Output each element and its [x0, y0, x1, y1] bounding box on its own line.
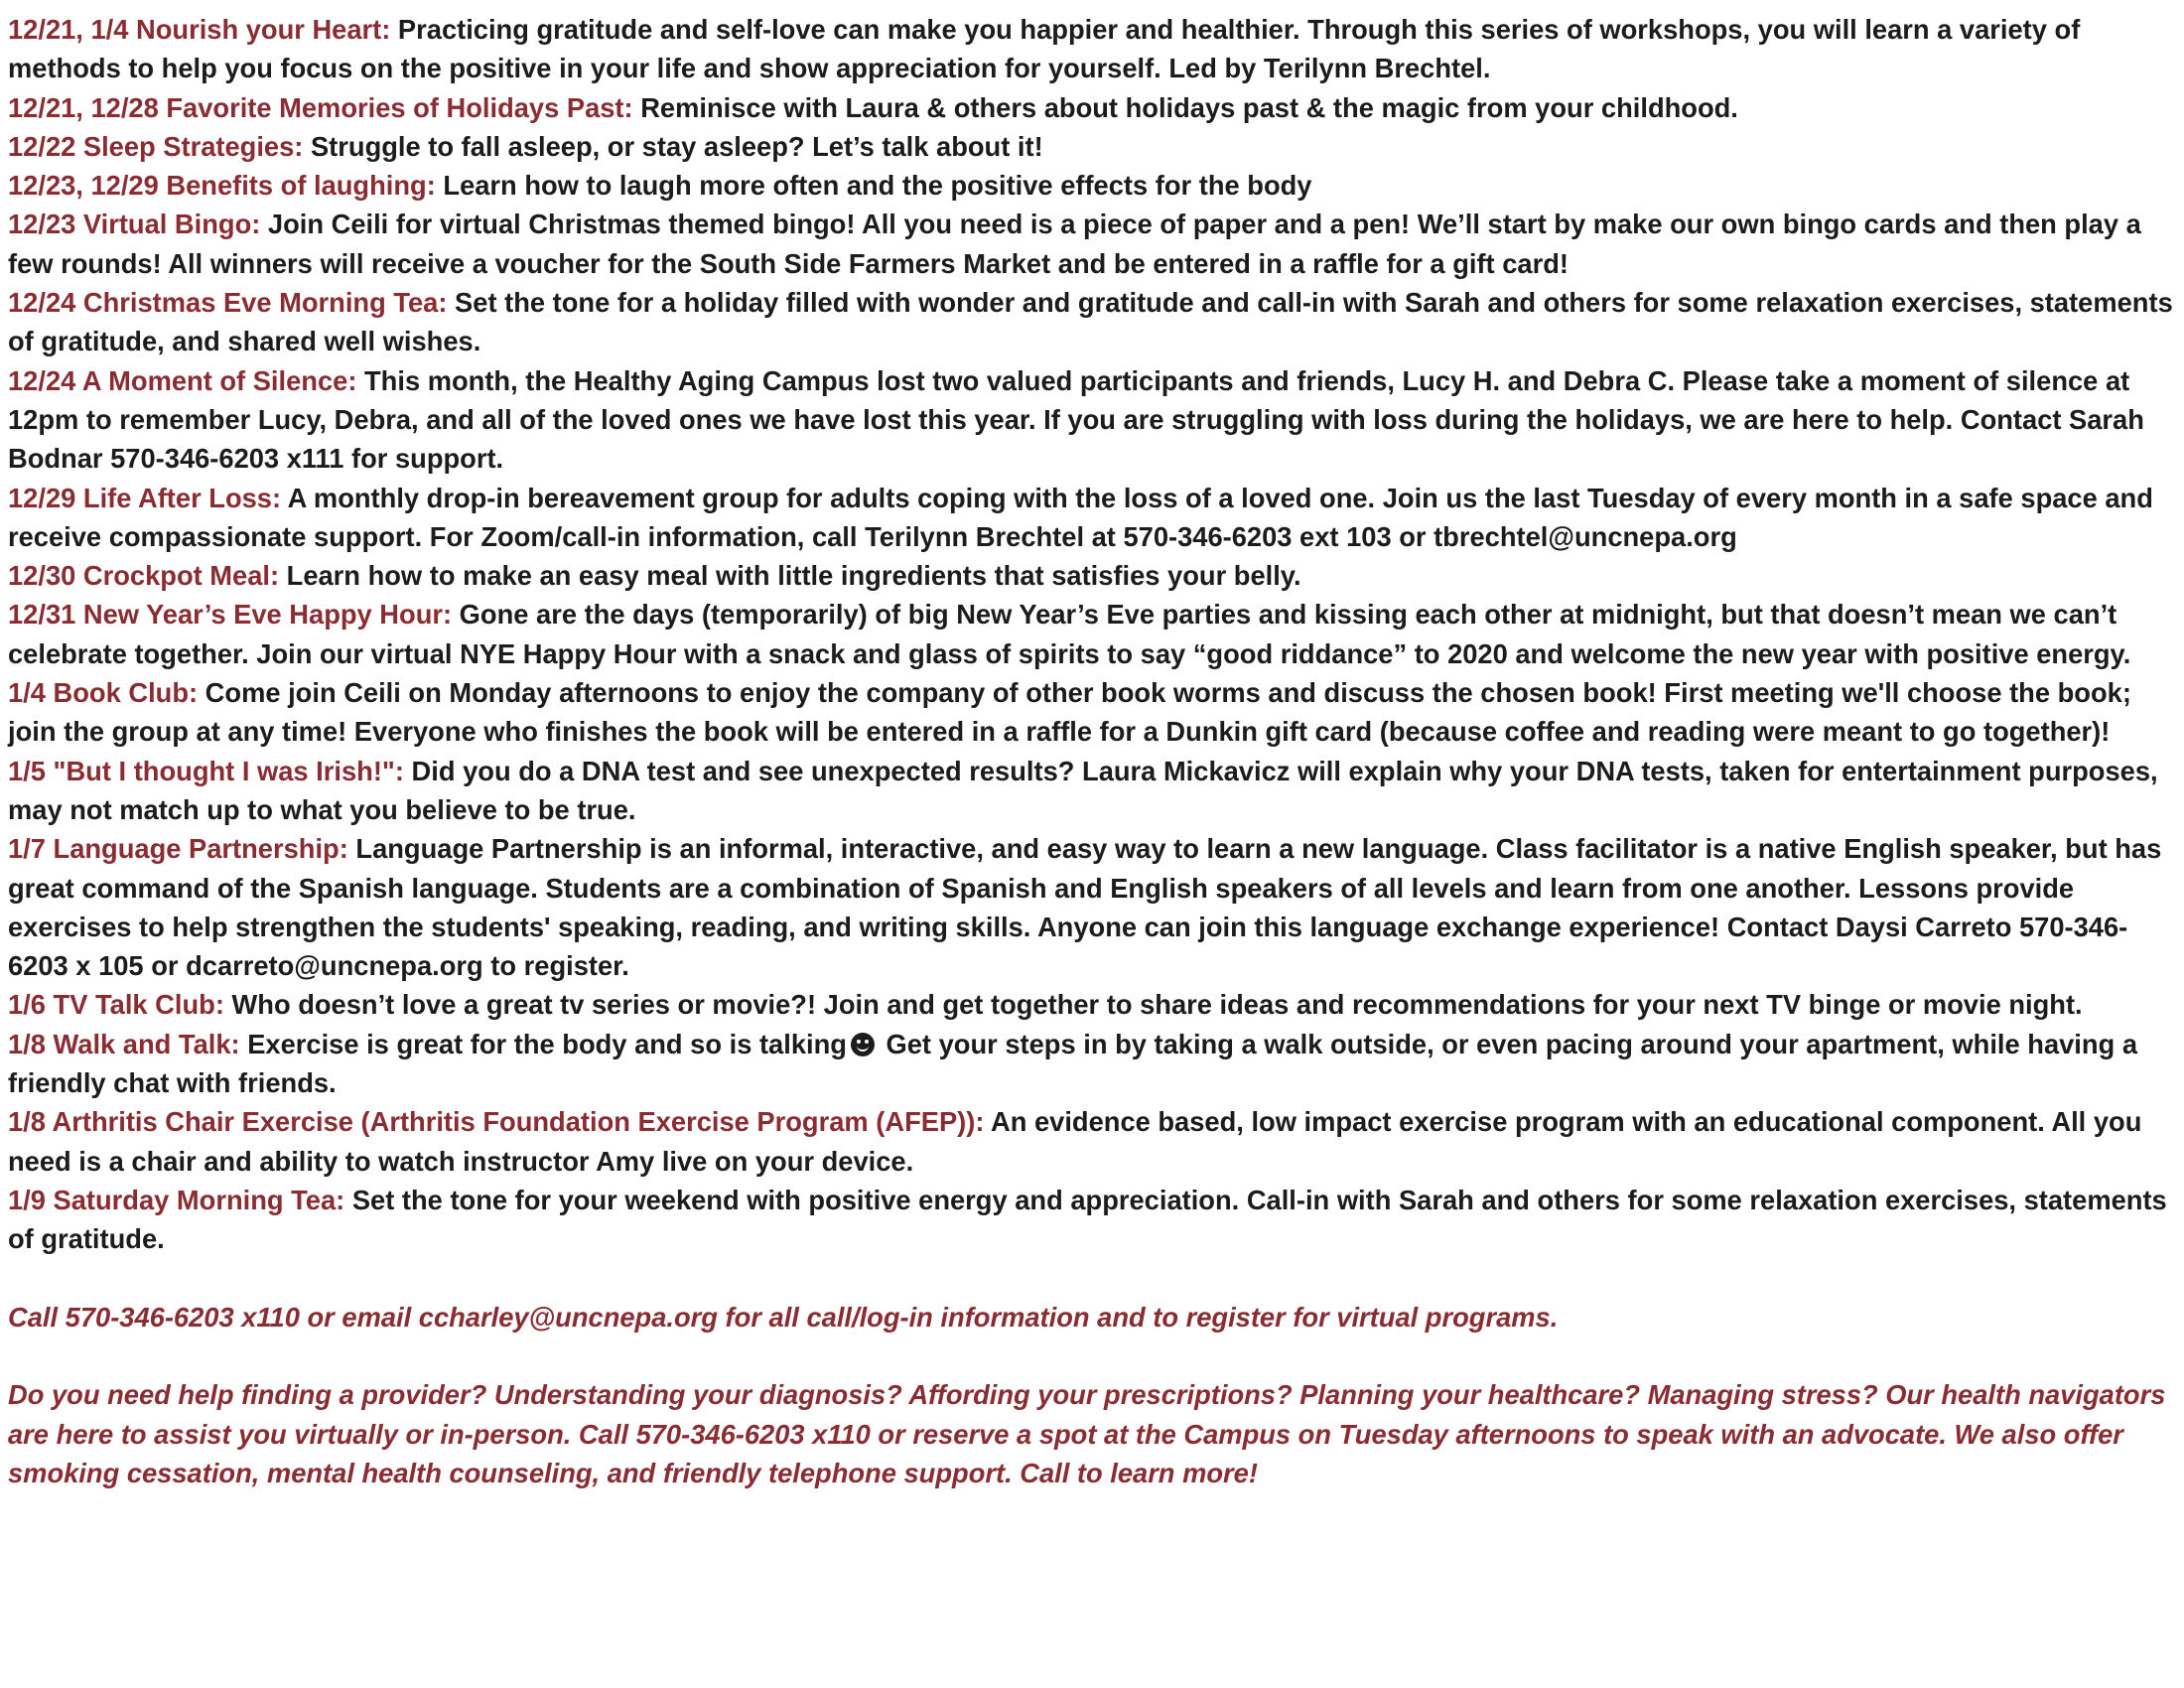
program-title: 1/7 Language Partnership: — [8, 833, 348, 865]
program-list — [8, 10, 2180, 1259]
smiley-icon — [851, 1033, 875, 1056]
program-title: 12/30 Crockpot Meal: — [8, 560, 280, 592]
program-listing-page — [8, 10, 2180, 1492]
program-title: 12/21, 1/4 Nourish your Heart: — [8, 14, 391, 45]
program-entry — [8, 1181, 2180, 1259]
program-entry — [8, 752, 2180, 830]
program-entry — [8, 556, 2180, 595]
program-title: 1/8 Arthritis Chair Exercise (Arthritis Foundation Exercise Program (AFEP)): — [8, 1106, 985, 1138]
spacer — [8, 1259, 2180, 1298]
program-description: Set the tone for your weekend with positive energy and appreciation. Call-in with Sarah and others for some relaxation exercises, statements of gratitude. — [8, 1184, 2167, 1255]
program-description: Did you do a DNA test and see unexpected results? Laura Mickavicz will explain why your DNA tests, taken for entertainment purposes, may not match up to what you believe to be true. — [8, 755, 2158, 825]
program-entry — [8, 283, 2180, 361]
program-title: 1/8 Walk and Talk: — [8, 1028, 240, 1059]
program-description: Learn how to make an easy meal with little ingredients that satisfies your belly. — [279, 560, 1301, 592]
program-entry — [8, 479, 2180, 557]
program-title: 12/24 A Moment of Silence: — [8, 364, 357, 396]
program-description: A monthly drop-in bereavement group for adults coping with the loss of a loved one. Join us the last Tuesday of every month in a safe space and receive compassionate support. For Zoom/call-in information, call Terilynn Brechtel at 570-346-6203 ext 103 or tbrechtel@uncnepa.org — [8, 482, 2153, 552]
program-title: 12/22 Sleep Strategies: — [8, 130, 304, 162]
program-title: 12/29 Life After Loss: — [8, 482, 282, 513]
program-entry — [8, 1025, 2180, 1103]
program-description: Reminisce with Laura & others about holidays past & the magic from your childhood. — [632, 91, 1738, 123]
program-description: This month, the Healthy Aging Campus lost two valued participants and friends, Lucy H. and Debra C. Please take a moment of silence at 12pm to remember Lucy, Debra, and all of the loved ones we have lost this year. If you are struggling with loss during the holidays, we are here to help. Contact Sarah Bodnar 570-346-6203 x111 for support. — [8, 364, 2144, 475]
program-description-continued: Get your steps in by taking a walk outside, or even pacing around your apartment, while having a friendly chat with friends. — [8, 1028, 2138, 1099]
program-title: 12/23, 12/29 Benefits of laughing: — [8, 170, 436, 202]
program-title: 12/24 Christmas Eve Morning Tea: — [8, 287, 448, 319]
program-title: 12/21, 12/28 Favorite Memories of Holidays Past: — [8, 91, 633, 123]
program-description: Exercise is great for the body and so is talking — [239, 1028, 847, 1059]
registration-info: Call 570-346-6203 x110 or email ccharley@uncnepa.org for all call/log-in information and to register for virtual programs. — [8, 1301, 1559, 1333]
program-description: Learn how to laugh more often and the positive effects for the body — [435, 170, 1312, 202]
program-entry — [8, 127, 2180, 166]
program-description: An evidence based, low impact exercise program with an educational component. All you need is a chair and ability to watch instructor Amy live on your device. — [8, 1106, 2142, 1177]
program-description: Who doesn’t love a great tv series or movie?! Join and get together to share ideas and recommendations for your next TV binge or movie night. — [223, 989, 2083, 1021]
program-entry — [8, 205, 2180, 283]
spacer — [8, 1336, 2180, 1375]
program-entry — [8, 829, 2180, 985]
program-title: 12/31 New Year’s Eve Happy Hour: — [8, 599, 453, 631]
program-title: 1/6 TV Talk Club: — [8, 989, 224, 1021]
program-entry — [8, 10, 2180, 88]
program-entry — [8, 166, 2180, 205]
program-entry — [8, 595, 2180, 673]
program-title: 1/4 Book Club: — [8, 677, 199, 709]
program-description: Join Ceili for virtual Christmas themed bingo! All you need is a piece of paper and a pen! We’ll start by make our own bingo cards and then play a few rounds! All winners will receive a voucher for the South Side Farmers Market and be entered in a raffle for a gift card! — [8, 209, 2141, 279]
program-entry — [8, 985, 2180, 1024]
program-title: 1/5 "But I thought I was Irish!": — [8, 755, 404, 786]
program-title: 1/9 Saturday Morning Tea: — [8, 1184, 345, 1215]
program-description: Gone are the days (temporarily) of big New Year’s Eve parties and kissing each other at midnight, but that doesn’t mean we can’t celebrate together. Join our virtual NYE Happy Hour with a snack and glass of spirits to say “good riddance” to 2020 and welcome the new year with positive energy. — [8, 599, 2131, 669]
program-description: Struggle to fall asleep, or stay asleep? Let’s talk about it! — [303, 130, 1043, 162]
program-description: Come join Ceili on Monday afternoons to enjoy the company of other book worms and discuss the chosen book! First meeting we'll choose the book; join the group at any time! Everyone who finishes the book will be entered in a raffle for a Dunkin gift card (because coffee and reading were meant to go together)! — [8, 677, 2131, 748]
program-title: 12/23 Virtual Bingo: — [8, 209, 261, 240]
program-entry — [8, 1102, 2180, 1181]
program-entry — [8, 88, 2180, 127]
health-navigators-info: Do you need help finding a provider? Understanding your diagnosis? Affording your prescriptions? Planning your healthcare? Managing stress? Our health navigators are here to assist you virtually or in-person. Call 570-346-6203 x110 or reserve a spot at the Campus on Tuesday afternoons to speak with an advocate. We also offer smoking cessation, mental health counseling, and friendly telephone support. Call to learn more! — [8, 1379, 2166, 1488]
program-entry — [8, 361, 2180, 479]
program-description: Language Partnership is an informal, interactive, and easy way to learn a new language. Class facilitator is a native English speaker, but has great command of the Spanish language. Students are a combination of Spanish and English speakers of all levels and learn from one another. Lessons provide exercises to help strengthen the students' speaking, reading, and writing skills. Anyone can join this language exchange experience! Contact Daysi Carreto 570-346-6203 x 105 or dcarreto@uncnepa.org to register. — [8, 833, 2162, 982]
program-description: Set the tone for a holiday filled with wonder and gratitude and call-in with Sarah and others for some relaxation exercises, statements of gratitude, and shared well wishes. — [8, 287, 2173, 357]
program-description: Practicing gratitude and self-love can make you happier and healthier. Through this series of workshops, you will learn a variety of methods to help you focus on the positive in your life and show appreciation for yourself. Led by Terilynn Brechtel. — [8, 14, 2081, 84]
program-entry — [8, 673, 2180, 752]
